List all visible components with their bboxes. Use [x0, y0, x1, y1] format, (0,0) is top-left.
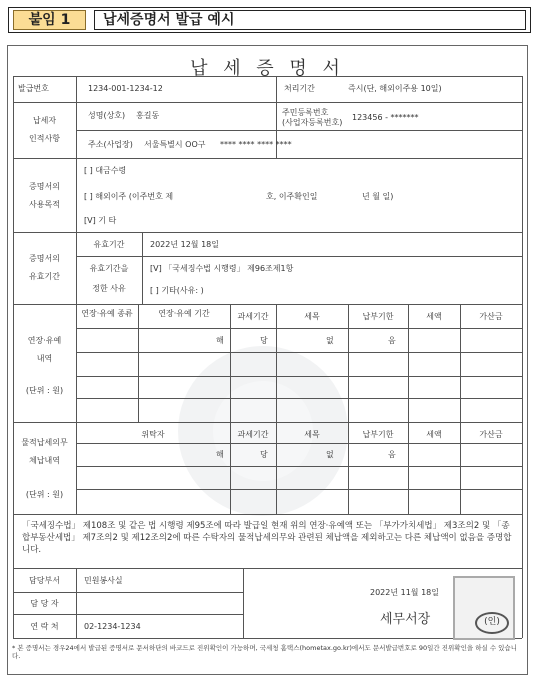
rrn-value: 123456 - *******	[352, 113, 419, 122]
example-header	[8, 7, 531, 33]
footnote: * 본 증명서는 경우24에서 발급된 증명서로 문서하단의 바코드로 진위확인이 가능하며, 국세청 홈택스(hometax.go.kr)에서도 문서발급번호로 90일간 진위확인을 하실 수 있습니다.	[12, 644, 517, 660]
header-title: 납세증명서 발급 예시	[94, 10, 526, 30]
deferral-header-item: 세목	[304, 312, 320, 321]
table-rule	[13, 614, 243, 615]
address-value: 서울특별시 OO구	[144, 140, 206, 149]
deferral-unit: (단위 : 원)	[25, 386, 64, 395]
arrears-header-taxperiod: 과세기간	[237, 430, 269, 439]
validity-period-label: 유효기간	[93, 240, 125, 249]
validity-reason-1: [V] 「국세징수법 시행령」 제96조제1항	[150, 264, 294, 273]
purpose-label: 증명서의	[29, 182, 60, 191]
table-rule	[13, 232, 522, 233]
table-rule	[76, 398, 522, 399]
table-rule	[76, 443, 522, 444]
issue-no-label: 발급번호	[18, 84, 49, 93]
deferral-label-2: 내역	[36, 354, 53, 363]
certification-statement: 「국세징수법」 제108조 및 같은 법 시행령 제95조에 따라 발급일 현재 위의 연장·유예액 또는 「부가가치세법」 제3조의2 및 「종합부동산세법」 제7조의2 및 제12조의2에 따른 수탁자의 물적납세의무와 관련된 체납액을 제외하고는 다른 체납액이 없음을 증명합니다.	[22, 521, 512, 555]
table-rule	[76, 466, 522, 467]
taxpayer-label: 납세자	[32, 116, 57, 125]
table-rule	[13, 638, 522, 639]
table-rule	[142, 232, 143, 304]
table-rule	[76, 489, 522, 490]
validity-label: 증명서의	[29, 254, 60, 263]
processing-period-value: 즉시(단, 해외이주용 10일)	[348, 84, 442, 93]
personal-info-label: 인적사항	[29, 134, 60, 143]
option-emigration-confirm: 호, 이주확인일	[266, 192, 318, 201]
arrears-header-trustor: 위탁자	[141, 430, 165, 439]
table-rule	[76, 352, 522, 353]
option-payment: [ ] 대금수령	[84, 166, 127, 175]
name-value: 홍길동	[136, 111, 160, 120]
tax-certificate-document	[7, 45, 528, 675]
validity-reason-2: [ ] 기타(사유: )	[150, 286, 204, 295]
none-text: 음	[388, 336, 396, 345]
official-seal	[453, 576, 515, 640]
table-rule	[408, 304, 409, 514]
table-rule	[13, 76, 522, 77]
attachment-tag: 붙임 1	[13, 10, 86, 30]
table-rule	[13, 158, 522, 159]
deferral-header-taxperiod: 과세기간	[237, 312, 269, 321]
none-text: 없	[326, 450, 334, 459]
table-rule	[76, 568, 77, 638]
none-text: 해	[216, 450, 224, 459]
business-no-label: (사업자등록번호)	[282, 118, 343, 127]
table-rule	[13, 102, 522, 103]
table-rule	[348, 304, 349, 514]
arrears-label: 물적납세의무	[21, 438, 68, 447]
none-text: 음	[388, 450, 396, 459]
deferral-label: 연장·유예	[27, 336, 62, 345]
deferral-header-type: 연장·유예 종류	[81, 309, 133, 318]
phone-label: 연 락 처	[30, 622, 59, 631]
deferral-header-surcharge: 가산금	[479, 312, 503, 321]
table-rule	[76, 130, 522, 131]
table-rule	[522, 76, 523, 638]
table-rule	[13, 422, 522, 423]
none-text: 당	[260, 450, 268, 459]
purpose-label-2: 사용목적	[29, 200, 60, 209]
validity-reason-label-2: 정한 사유	[92, 284, 126, 293]
address-masked: **** **** **** ****	[220, 140, 292, 149]
none-text: 당	[260, 336, 268, 345]
person-label: 담 당 자	[30, 599, 59, 608]
deferral-header-due: 납부기한	[362, 312, 394, 321]
validity-label-2: 유효기간	[29, 272, 60, 281]
seal-mark: (인)	[475, 612, 509, 634]
arrears-header-surcharge: 가산금	[479, 430, 503, 439]
table-rule	[13, 304, 522, 305]
table-rule	[76, 376, 522, 377]
table-rule	[230, 304, 231, 514]
none-text: 없	[326, 336, 334, 345]
document-title: 납 세 증 명 서	[190, 58, 345, 79]
table-rule	[276, 304, 277, 514]
name-label: 성명(상호)	[88, 111, 126, 120]
issue-no-value: 1234-001-1234-12	[88, 84, 163, 93]
deferral-header-amount: 세액	[426, 312, 442, 321]
table-rule	[13, 568, 522, 569]
address-label: 주소(사업장)	[88, 140, 133, 149]
processing-period-label: 처리기간	[284, 84, 315, 93]
phone-value: 02-1234-1234	[84, 622, 141, 631]
rrn-label: 주민등록번호	[282, 108, 329, 117]
table-rule	[243, 568, 244, 638]
arrears-unit: (단위 : 원)	[25, 490, 64, 499]
arrears-header-due: 납부기한	[362, 430, 394, 439]
arrears-label-2: 체납내역	[29, 456, 60, 465]
dept-value: 민원봉사실	[84, 576, 123, 585]
table-rule	[76, 328, 522, 329]
validity-period-value: 2022년 12월 18일	[150, 240, 219, 249]
option-other: [V] 기 타	[84, 216, 117, 225]
option-emigration-date: 년 월 일)	[362, 192, 394, 201]
table-rule	[138, 304, 139, 422]
issue-date: 2022년 11월 18일	[370, 588, 439, 597]
none-text: 해	[216, 336, 224, 345]
dept-label: 담당부서	[29, 576, 60, 585]
option-emigration: [ ] 해외이주 (이주번호 제	[84, 192, 174, 201]
arrears-header-amount: 세액	[426, 430, 442, 439]
table-rule	[13, 514, 522, 515]
table-rule	[460, 304, 461, 514]
table-rule	[76, 76, 77, 514]
table-rule	[13, 592, 243, 593]
deferral-header-period: 연장·유예 기간	[158, 309, 210, 318]
arrears-header-item: 세목	[304, 430, 320, 439]
validity-reason-label: 유효기간을	[89, 264, 129, 273]
tax-office-head: 세무서장	[380, 612, 431, 627]
